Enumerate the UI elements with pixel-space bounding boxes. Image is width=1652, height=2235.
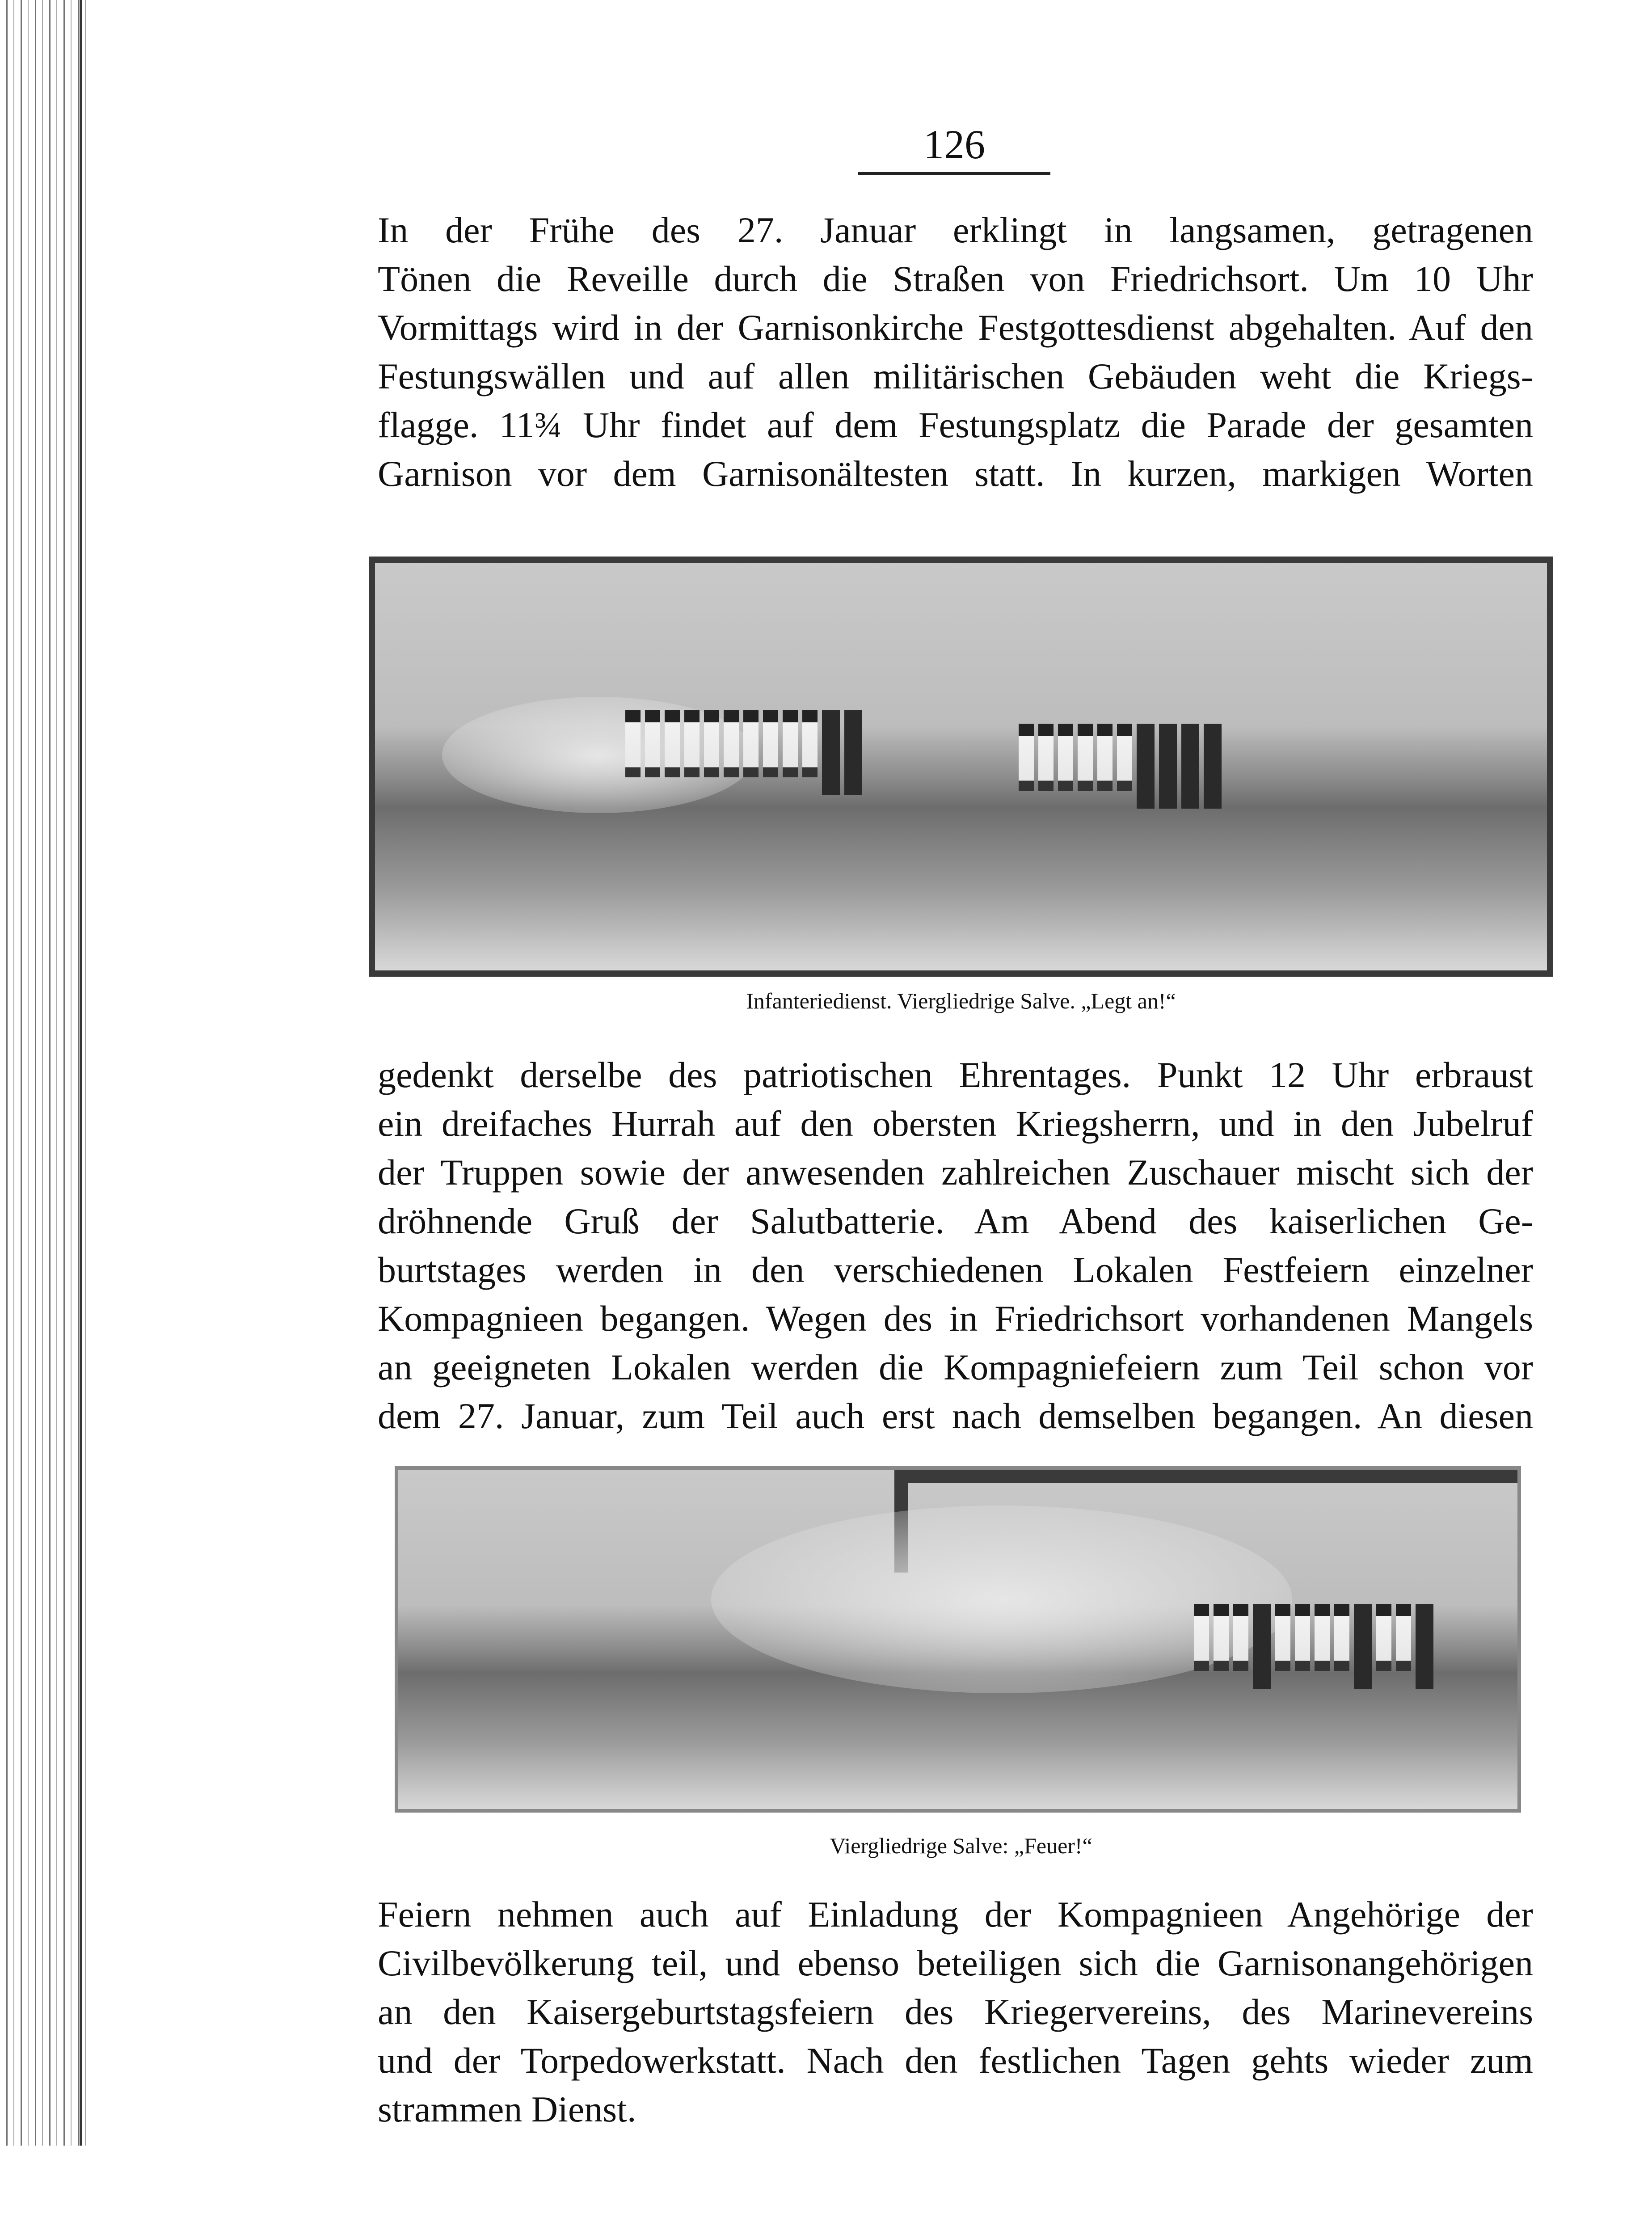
paragraph-3 bbox=[378, 1890, 1533, 2134]
text-line: flagge. 11¾ Uhr findet auf dem Festungsplatz die Parade der gesamten bbox=[378, 405, 1533, 445]
soldier-group-standing bbox=[1019, 724, 1222, 809]
text-line: Feiern nehmen auch auf Einladung der Kompagnieen Angehörige der bbox=[378, 1894, 1533, 1935]
text-line: dröhnende Gruß der Salutbatterie. Am Abend des kaiserlichen Ge- bbox=[378, 1201, 1533, 1241]
soldier-group-firing bbox=[1194, 1604, 1433, 1689]
book-binding-edge bbox=[0, 0, 89, 2146]
paragraph-2 bbox=[378, 1050, 1533, 1440]
text-line: ein dreifaches Hurrah auf den obersten Kriegsherrn, und in den Jubelruf bbox=[378, 1103, 1533, 1144]
text-line: In der Frühe des 27. Januar erklingt in langsamen, getragenen bbox=[378, 210, 1533, 250]
soldier-group-kneeling bbox=[625, 710, 862, 795]
text-line: Vormittags wird in der Garnisonkirche Festgottesdienst abgehalten. Auf den bbox=[378, 307, 1533, 348]
paragraph-1 bbox=[378, 206, 1533, 498]
text-line: dem 27. Januar, zum Teil auch erst nach demselben begangen. An diesen bbox=[378, 1396, 1533, 1436]
text-line: gedenkt derselbe des patriotischen Ehrentages. Punkt 12 Uhr erbraust bbox=[378, 1054, 1533, 1095]
figure-caption-1: Infanteriedienst. Viergliedrige Salve. „Legt an!“ bbox=[746, 988, 1176, 1013]
text-line: Kompagnieen begangen. Wegen des in Friedrichsort vorhandenen Mangels bbox=[378, 1298, 1533, 1339]
page-number: 126 bbox=[923, 122, 985, 167]
text-line: Festungswällen und auf allen militärischen Gebäuden weht die Kriegs- bbox=[378, 356, 1533, 396]
text-line: Garnison vor dem Garnisonältesten statt. In kurzen, markigen Worten bbox=[378, 453, 1533, 494]
page-edge-line bbox=[80, 0, 82, 2146]
text-line: Civilbevölkerung teil, und ebenso beteiligen sich die Garnisonangehörigen bbox=[378, 1943, 1533, 1983]
photo-frame-top bbox=[894, 1470, 1521, 1483]
text-line: an geeigneten Lokalen werden die Kompagniefeiern zum Teil schon vor bbox=[378, 1347, 1533, 1387]
photo-infantry-aiming bbox=[369, 557, 1553, 977]
text-line: und der Torpedowerkstatt. Nach den festlichen Tagen gehts wieder zum bbox=[378, 2040, 1533, 2081]
text-line: strammen Dienst. bbox=[378, 2089, 636, 2130]
page-number-rule bbox=[858, 172, 1050, 175]
text-line: an den Kaisergeburtstagsfeiern des Kriegervereins, des Marinevereins bbox=[378, 1991, 1533, 2032]
text-line: burtstages werden in den verschiedenen Lokalen Festfeiern einzelner bbox=[378, 1249, 1533, 1290]
text-line: Tönen die Reveille durch die Straßen von Friedrichsort. Um 10 Uhr bbox=[378, 258, 1533, 299]
text-line: der Truppen sowie der anwesenden zahlreichen Zuschauer mischt sich der bbox=[378, 1152, 1533, 1193]
photo-volley-fire bbox=[395, 1466, 1521, 1813]
figure-caption-2: Viergliedrige Salve: „Feuer!“ bbox=[830, 1833, 1092, 1858]
